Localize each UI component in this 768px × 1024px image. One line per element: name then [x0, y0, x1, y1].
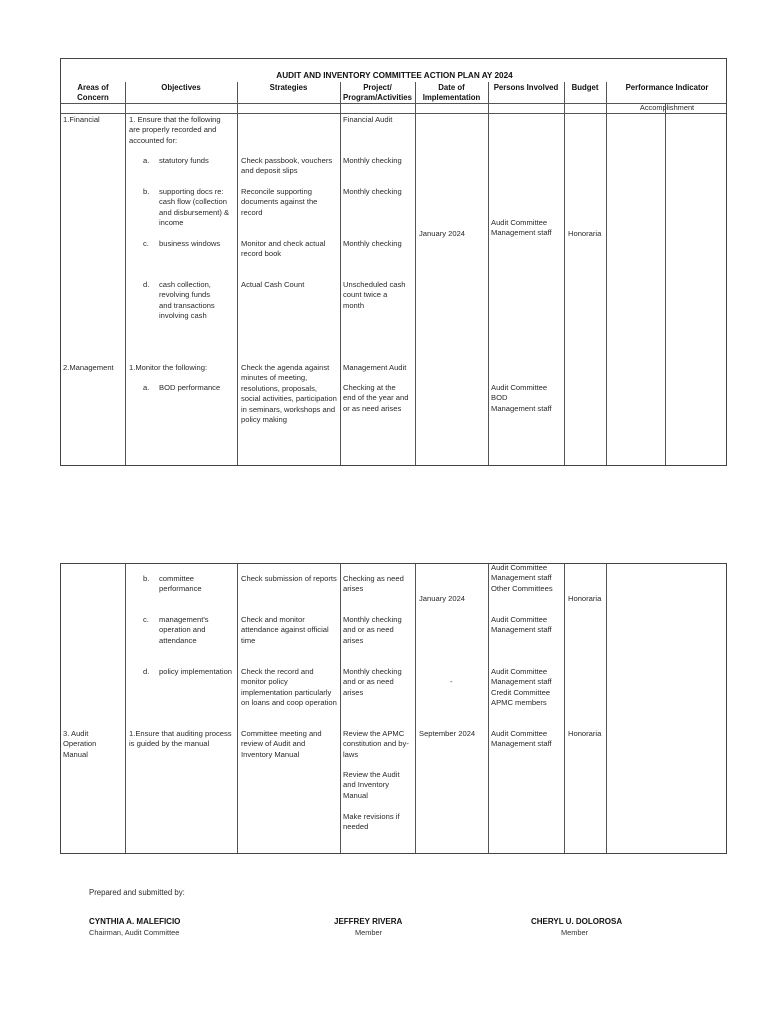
header-date: Date of Implementation	[422, 83, 481, 102]
activity-item: Monthly checking	[343, 239, 402, 248]
objective-financial: 1. Ensure that the following are properly recorded and accounted for:	[129, 115, 221, 145]
signatory-role: Member	[561, 928, 589, 937]
objective-management: 1.Monitor the following:	[129, 363, 208, 372]
column-divider	[415, 82, 416, 465]
header-budget: Budget	[571, 83, 599, 92]
budget-audit-manual: Honoraria	[568, 729, 602, 738]
persons-management: Audit Committee BOD Management staff	[491, 383, 552, 413]
date-audit-manual: September 2024	[419, 729, 476, 738]
area-management: 2.Management	[63, 363, 114, 372]
column-divider	[606, 564, 607, 853]
persons-audit-manual: Audit Committee Management staff	[491, 729, 552, 749]
persons-item: Audit Committee Management staff Credit Committee APMC members	[491, 667, 552, 708]
objective-item: supporting docs re: cash flow (collection and disbursement) & income	[159, 187, 230, 228]
signatory-name: CYNTHIA A. MALEFICIO	[89, 917, 181, 926]
activity-management: Checking at the end of the year and or as need arises	[343, 383, 409, 413]
strategy-management: Check the agenda against minutes of meeting, resolutions, proposals, social activities, participation in seminars, workshops and policy making	[241, 363, 337, 425]
column-divider	[564, 564, 565, 853]
activity-item: Monthly checking and or as need arises	[343, 667, 402, 697]
header-strategies: Strategies	[269, 83, 308, 92]
objective-item: policy implementation	[159, 667, 233, 676]
item-letter: a.	[143, 383, 150, 392]
header-performance: Performance Indicator	[625, 83, 709, 92]
objective-audit-manual: 1.Ensure that auditing process is guided by the manual	[129, 729, 232, 749]
strategy-item: Monitor and check actual record book	[241, 239, 326, 259]
project-financial-audit: Financial Audit	[343, 115, 393, 124]
activity-make-revisions: Make revisions if needed	[343, 812, 400, 832]
objective-item: management's operation and attendance	[159, 615, 209, 645]
action-plan-table-part-2	[60, 563, 727, 854]
budget-financial: Honoraria	[568, 229, 602, 238]
prepared-by-label: Prepared and submitted by:	[89, 888, 185, 897]
signatory-role: Chairman, Audit Committee	[89, 928, 180, 937]
strategy-item: Check and monitor attendance against official time	[241, 615, 329, 645]
item-letter: a.	[143, 156, 150, 165]
signatory-name: JEFFREY RIVERA	[334, 917, 403, 926]
strategy-item: Check submission of reports	[241, 574, 337, 583]
activity-item: Monthly checking and or as need arises	[343, 615, 402, 645]
objective-item: cash collection, revolving funds and transactions involving cash	[159, 280, 215, 321]
header-project: Project/ Program/Activities	[343, 83, 412, 102]
project-management-audit: Management Audit	[343, 363, 407, 372]
item-letter: b.	[143, 574, 150, 583]
activity-review-manual: Review the Audit and Inventory Manual	[343, 770, 400, 800]
column-divider	[665, 103, 666, 465]
date-item: -	[450, 677, 453, 686]
column-divider	[488, 82, 489, 465]
date-financial: January 2024	[419, 229, 466, 238]
area-financial: 1.Financial	[63, 115, 100, 124]
column-divider	[340, 564, 341, 853]
area-audit-manual: 3. Audit Operation Manual	[63, 729, 97, 759]
objective-item: business windows	[159, 239, 221, 248]
strategy-item: Reconcile supporting documents against the record	[241, 187, 318, 217]
activity-item: Checking as need arises	[343, 574, 404, 594]
column-divider	[125, 564, 126, 853]
column-divider	[125, 82, 126, 465]
strategy-item: Check passbook, vouchers and deposit slips	[241, 156, 333, 176]
action-plan-table-part-1	[60, 58, 727, 466]
date-item: January 2024	[419, 594, 466, 603]
activity-item: Monthly checking	[343, 156, 402, 165]
strategy-item: Check the record and monitor policy implementation particularly on loans and coop operation	[241, 667, 337, 708]
persons-item: Audit Committee Management staff Other Committees	[491, 563, 553, 593]
signatory-role: Member	[355, 928, 383, 937]
item-letter: b.	[143, 187, 150, 196]
column-divider	[415, 564, 416, 853]
column-divider	[606, 82, 607, 465]
column-divider	[237, 82, 238, 465]
strategy-item: Actual Cash Count	[241, 280, 305, 289]
header-areas: Areas of Concern	[77, 83, 109, 102]
column-divider	[237, 564, 238, 853]
item-letter: c.	[143, 615, 149, 624]
item-letter: d.	[143, 667, 150, 676]
objective-item: committee performance	[159, 574, 202, 594]
item-letter: d.	[143, 280, 150, 289]
objective-item: BOD performance	[159, 383, 221, 392]
activity-item: Monthly checking	[343, 187, 402, 196]
header-objectives: Objectives	[161, 83, 201, 92]
persons-financial: Audit Committee Management staff	[491, 218, 552, 238]
column-divider	[340, 82, 341, 465]
persons-item: Audit Committee Management staff	[491, 615, 552, 635]
column-divider	[488, 564, 489, 853]
activity-review-constitution: Review the APMC constitution and by- laws	[343, 729, 409, 759]
item-letter: c.	[143, 239, 149, 248]
budget-item: Honoraria	[568, 594, 602, 603]
column-divider	[564, 82, 565, 465]
strategy-audit-manual: Committee meeting and review of Audit and Inventory Manual	[241, 729, 322, 759]
signatory-name: CHERYL U. DOLOROSA	[531, 917, 623, 926]
objective-item: statutory funds	[159, 156, 209, 165]
plan-title: AUDIT AND INVENTORY COMMITTEE ACTION PLAN AY 2024	[276, 71, 513, 80]
activity-item: Unscheduled cash count twice a month	[343, 280, 406, 310]
header-accomplishment: Accomplishment	[639, 103, 695, 112]
header-persons: Persons Involved	[493, 83, 559, 92]
